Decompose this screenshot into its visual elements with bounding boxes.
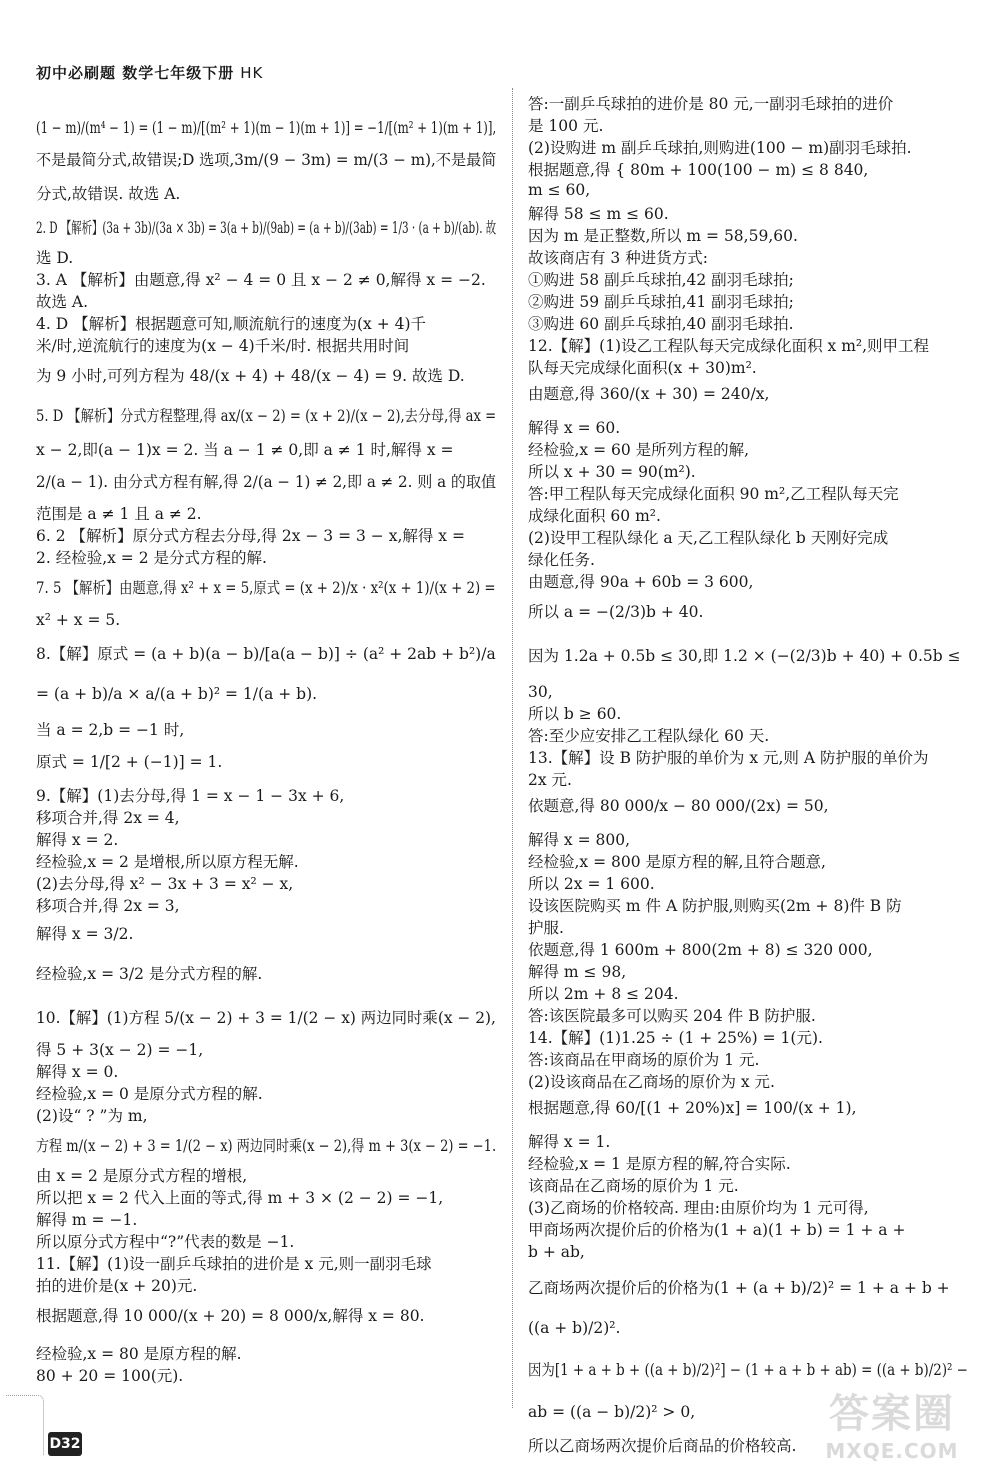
- header-edition: HK: [240, 64, 264, 82]
- text-line: 是 100 元.: [528, 117, 604, 135]
- text-line: 不是最简分式,故错误;D 选项,3m/(9 − 3m) = m/(3 − m),不是最简: [36, 151, 497, 169]
- text-line: ②购进 59 副乒乓球拍,41 副羽毛球拍;: [528, 293, 794, 311]
- text-line: 所以 b ≥ 60.: [528, 705, 622, 723]
- text-line: 甲商场两次提价后的价格为(1 + a)(1 + b) = 1 + a +: [528, 1221, 906, 1239]
- text-line: 5. D 【解析】分式方程整理,得 ax/(x − 2) = (x + 2)/(x − 2),去分母,得 ax =: [36, 407, 497, 425]
- text-line: x² + x = 5.: [36, 611, 121, 629]
- text-line: 答:该医院最多可以购买 204 件 B 防护服.: [528, 1007, 816, 1025]
- text-line: 拍的进价是(x + 20)元.: [36, 1277, 198, 1295]
- text-line: 所以 a = −(2/3)b + 40.: [528, 603, 704, 621]
- text-line: 答:该商品在甲商场的原价为 1 元.: [528, 1051, 760, 1069]
- text-line: 因为 1.2a + 0.5b ≤ 30,即 1.2 × (−(2/3)b + 40) + 0.5b ≤: [528, 647, 961, 665]
- text-line: ①购进 58 副乒乓球拍,42 副羽毛球拍;: [528, 271, 794, 289]
- text-line: 范围是 a ≠ 1 且 a ≠ 2.: [36, 505, 202, 523]
- text-line: 方程 m/(x − 2) + 3 = 1/(2 − x) 两边同时乘(x − 2),得 m + 3(x − 2) = −1.: [36, 1137, 497, 1155]
- text-line: 解得 x = 60.: [528, 419, 621, 437]
- text-line: 为 9 小时,可列方程为 48/(x + 4) + 48/(x − 4) = 9. 故选 D.: [36, 367, 465, 385]
- text-line: 解得 m = −1.: [36, 1211, 138, 1229]
- text-line: 根据题意,得 60/[(1 + 20%)x] = 100/(x + 1),: [528, 1099, 857, 1117]
- text-line: 2. D 【解析】(3a + 3b)/(3a × 3b) = 3(a + b)/(9ab) = (a + b)/(3ab) = 1/3 · (a + b)/(ab). 故: [36, 219, 497, 237]
- text-line: 因为 m 是正整数,所以 m = 58,59,60.: [528, 227, 798, 245]
- text-line: 解得 x = 800,: [528, 831, 631, 849]
- text-line: 8.【解】原式 = (a + b)(a − b)/[a(a − b)] ÷ (a² + 2ab + b²)/a: [36, 645, 496, 663]
- text-line: 分式,故错误. 故选 A.: [36, 185, 181, 203]
- text-line: 因为[1 + a + b + ((a + b)/2)²] − (1 + a + b + ab) = ((a + b)/2)² −: [528, 1361, 968, 1379]
- text-line: 答:甲工程队每天完成绿化面积 90 m²,乙工程队每天完: [528, 485, 899, 503]
- text-line: x − 2,即(a − 1)x = 2. 当 a − 1 ≠ 0,即 a ≠ 1 时,解得 x =: [36, 441, 454, 459]
- text-line: ab = ((a − b)/2)² > 0,: [528, 1403, 696, 1421]
- text-line: 10.【解】(1)方程 5/(x − 2) + 3 = 1/(2 − x) 两边同时乘(x − 2),: [36, 1009, 496, 1027]
- text-line: 经检验,x = 2 是增根,所以原方程无解.: [36, 853, 299, 871]
- text-line: 所以把 x = 2 代入上面的等式,得 m + 3 × (2 − 2) = −1,: [36, 1189, 444, 1207]
- text-line: 解得 x = 2.: [36, 831, 119, 849]
- text-line: 3. A 【解析】由题意,得 x² − 4 = 0 且 x − 2 ≠ 0,解得 x = −2.: [36, 271, 486, 289]
- text-line: (2)去分母,得 x² − 3x + 3 = x² − x,: [36, 875, 294, 893]
- text-line: 依题意,得 80 000/x − 80 000/(2x) = 50,: [528, 797, 829, 815]
- text-line: (2)设甲工程队绿化 a 天,乙工程队绿化 b 天刚好完成: [528, 529, 889, 547]
- text-line: 所以 x + 30 = 90(m²).: [528, 463, 696, 481]
- text-line: 所以 2x = 1 600.: [528, 875, 655, 893]
- text-line: ③购进 60 副乒乓球拍,40 副羽毛球拍.: [528, 315, 794, 333]
- text-line: (2)设该商品在乙商场的原价为 x 元.: [528, 1073, 775, 1091]
- text-line: 由题意,得 360/(x + 30) = 240/x,: [528, 385, 770, 403]
- text-line: 答:至少应安排乙工程队绿化 60 天.: [528, 727, 770, 745]
- text-line: b + ab,: [528, 1243, 585, 1261]
- text-line: 经检验,x = 800 是原方程的解,且符合题意,: [528, 853, 826, 871]
- text-line: 2x 元.: [528, 771, 572, 789]
- text-line: 所以原分式方程中“?”代表的数是 −1.: [36, 1233, 295, 1251]
- text-line: 答:一副乒乓球拍的进价是 80 元,一副羽毛球拍的进价: [528, 95, 894, 113]
- text-line: ((a + b)/2)².: [528, 1319, 621, 1337]
- text-line: 6. 2 【解析】原分式方程去分母,得 2x − 3 = 3 − x,解得 x =: [36, 527, 465, 545]
- text-line: 故该商店有 3 种进货方式:: [528, 249, 708, 267]
- text-line: 移项合并,得 2x = 3,: [36, 897, 180, 915]
- text-line: (2)设“ ? ”为 m,: [36, 1107, 148, 1125]
- text-line: 30,: [528, 683, 553, 701]
- text-line: 由 x = 2 是原分式方程的增根,: [36, 1167, 248, 1185]
- text-line: 选 D.: [36, 249, 74, 267]
- text-line: 经检验,x = 0 是原分式方程的解.: [36, 1085, 263, 1103]
- text-line: 当 a = 2,b = −1 时,: [36, 721, 185, 739]
- text-line: 由题意,得 90a + 60b = 3 600,: [528, 573, 754, 591]
- watermark-top: 答案圈: [829, 1391, 955, 1437]
- text-line: 所以 2m + 8 ≤ 204.: [528, 985, 679, 1003]
- text-line: 2/(a − 1). 由分式方程有解,得 2/(a − 1) ≠ 2,即 a ≠ 2. 则 a 的取值: [36, 473, 497, 491]
- text-line: 成绿化面积 60 m².: [528, 507, 661, 525]
- page-number: D32: [48, 1432, 82, 1456]
- page-header: [36, 62, 263, 83]
- text-line: (1 − m)/(m⁴ − 1) = (1 − m)/[(m² + 1)(m − 1)(m + 1)] = −1/[(m² + 1)(m + 1)],: [36, 119, 497, 137]
- text-line: m ≤ 60,: [528, 181, 591, 199]
- watermark-logo: [812, 1382, 972, 1463]
- text-line: 14.【解】(1)1.25 ÷ (1 + 25%) = 1(元).: [528, 1029, 823, 1047]
- text-line: 根据题意,得 { 80m + 100(100 − m) ≤ 8 840,: [528, 161, 869, 179]
- text-line: 绿化任务.: [528, 551, 595, 569]
- text-line: 解得 58 ≤ m ≤ 60.: [528, 205, 669, 223]
- text-line: 经检验,x = 1 是原方程的解,符合实际.: [528, 1155, 791, 1173]
- text-line: 2. 经检验,x = 2 是分式方程的解.: [36, 549, 267, 567]
- text-line: 经检验,x = 3/2 是分式方程的解.: [36, 965, 263, 983]
- text-line: 9.【解】(1)去分母,得 1 = x − 1 − 3x + 6,: [36, 787, 345, 805]
- text-line: = (a + b)/a × a/(a + b)² = 1/(a + b).: [36, 685, 318, 703]
- text-line: 故选 A.: [36, 293, 89, 311]
- text-line: 经检验,x = 60 是所列方程的解,: [528, 441, 750, 459]
- text-line: 所以乙商场两次提价后商品的价格较高.: [528, 1437, 797, 1455]
- corner-decoration: [6, 1395, 44, 1455]
- text-line: 得 5 + 3(x − 2) = −1,: [36, 1041, 204, 1059]
- text-line: 12.【解】(1)设乙工程队每天完成绿化面积 x m²,则甲工程: [528, 337, 930, 355]
- watermark-bottom: MXQE.COM: [825, 1439, 959, 1463]
- text-line: 原式 = 1/[2 + (−1)] = 1.: [36, 753, 223, 771]
- text-line: 护服.: [528, 919, 564, 937]
- text-line: 移项合并,得 2x = 4,: [36, 809, 180, 827]
- text-line: 解得 x = 1.: [528, 1133, 611, 1151]
- header-title: 初中必刷题 数学七年级下册: [36, 64, 235, 82]
- text-line: 4. D 【解析】根据题意可知,顺流航行的速度为(x + 4)千: [36, 315, 427, 333]
- text-line: 队每天完成绿化面积(x + 30)m².: [528, 359, 757, 377]
- text-line: (2)设购进 m 副乒乓球拍,则购进(100 − m)副羽毛球拍.: [528, 139, 912, 157]
- text-line: 80 + 20 = 100(元).: [36, 1367, 184, 1385]
- text-line: 依题意,得 1 600m + 800(2m + 8) ≤ 320 000,: [528, 941, 873, 959]
- text-line: 解得 m ≤ 98,: [528, 963, 627, 981]
- text-line: (3)乙商场的价格较高. 理由:由原价均为 1 元可得,: [528, 1199, 869, 1217]
- column-divider: [512, 88, 513, 1408]
- text-line: 7. 5 【解析】由题意,得 x² + x = 5,原式 = (x + 2)/x · x²(x + 1)/(x + 2) =: [36, 579, 496, 597]
- text-line: 该商品在乙商场的原价为 1 元.: [528, 1177, 739, 1195]
- text-line: 乙商场两次提价后的价格为(1 + (a + b)/2)² = 1 + a + b +: [528, 1279, 950, 1297]
- text-line: 13.【解】设 B 防护服的单价为 x 元,则 A 防护服的单价为: [528, 749, 929, 767]
- text-line: 11.【解】(1)设一副乒乓球拍的进价是 x 元,则一副羽毛球: [36, 1255, 432, 1273]
- text-line: 经检验,x = 80 是原方程的解.: [36, 1345, 242, 1363]
- text-line: 解得 x = 3/2.: [36, 925, 134, 943]
- text-line: 解得 x = 0.: [36, 1063, 119, 1081]
- text-line: 米/时,逆流航行的速度为(x − 4)千米/时. 根据共用时间: [36, 337, 410, 355]
- text-line: 根据题意,得 10 000/(x + 20) = 8 000/x,解得 x = 80.: [36, 1307, 425, 1325]
- text-line: 设该医院购买 m 件 A 防护服,则购买(2m + 8)件 B 防: [528, 897, 902, 915]
